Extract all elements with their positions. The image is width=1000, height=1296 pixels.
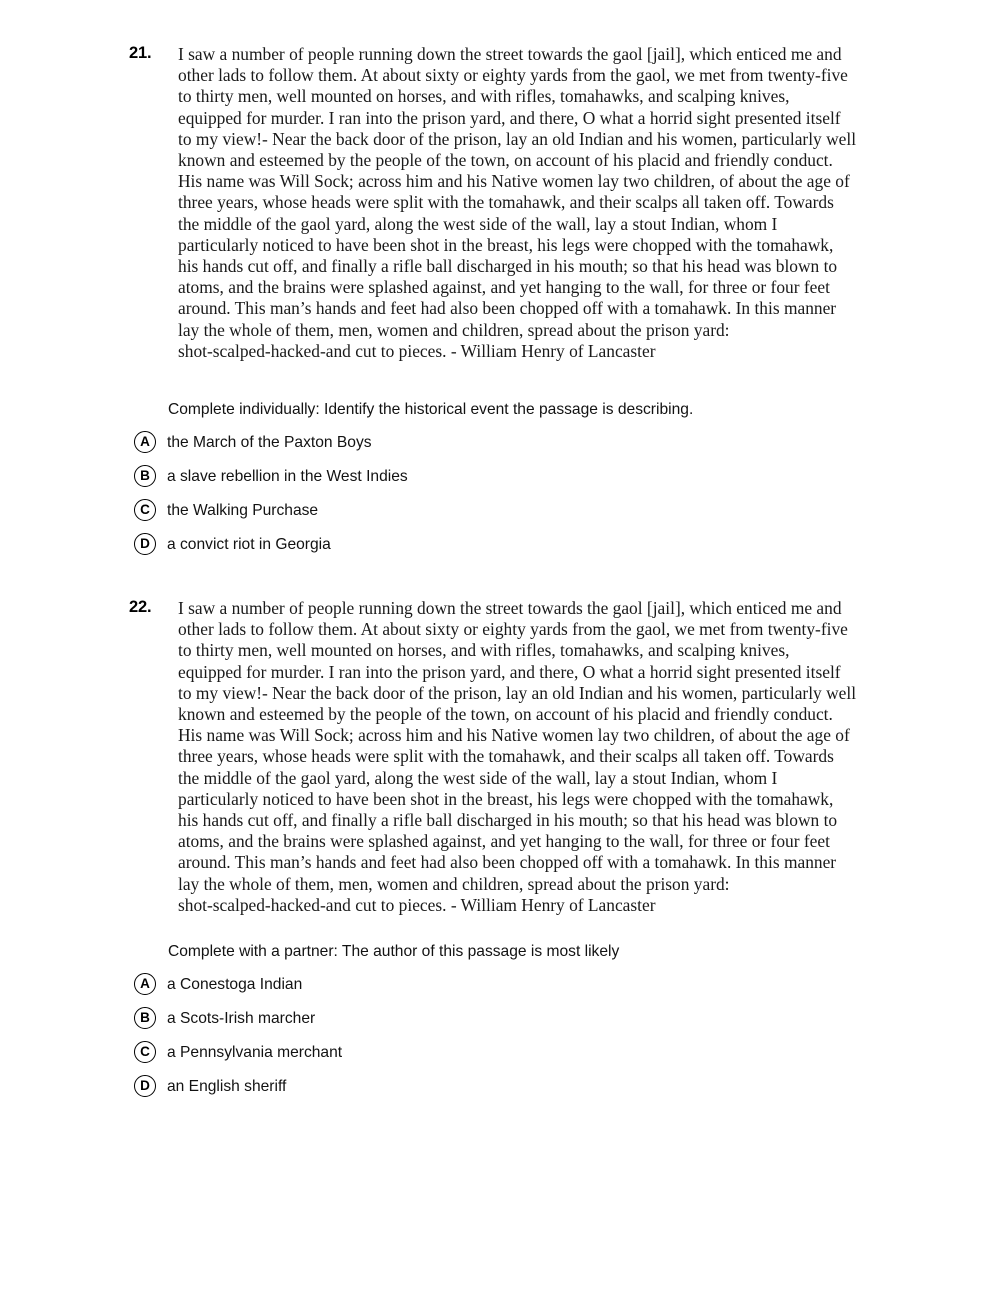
passage-line: his hands cut off, and finally a rifle ball discharged in his mouth; so that his head was blown to <box>178 256 838 277</box>
passage-line: to thirty men, well mounted on horses, and with rifles, tomahawks, and scalping knives, <box>178 640 790 661</box>
choice-letter-circle-b[interactable]: B <box>134 465 156 487</box>
answer-choice-d[interactable] <box>0 1070 1000 1104</box>
passage-line: to my view!- Near the back door of the prison, lay an old Indian and his women, particularly well <box>178 128 857 149</box>
passage-line: particularly noticed to have been shot in the breast, his legs were chopped with the tomahawk, <box>178 234 834 255</box>
choice-label-a: a Conestoga Indian <box>167 976 303 993</box>
choice-label-d: an English sheriff <box>167 1078 287 1095</box>
passage-line: equipped for murder. I ran into the prison yard, and there, O what a horrid sight presented itself <box>178 661 841 682</box>
choice-label-a: the March of the Paxton Boys <box>167 434 372 451</box>
answer-choice-c[interactable] <box>0 494 1000 528</box>
choice-letter-circle-a[interactable]: A <box>134 431 156 453</box>
passage-line: atoms, and the brains were splashed against, and yet hanging to the wall, for three or four feet <box>178 277 830 298</box>
answer-choice-b[interactable] <box>0 460 1000 494</box>
passage-line: around. This man’s hands and feet had also been chopped off with a tomahawk. In this manner <box>178 298 837 319</box>
passage-line: His name was Will Sock; across him and his Native women lay two children, of about the age of <box>178 171 850 192</box>
passage-line: particularly noticed to have been shot in the breast, his legs were chopped with the tomahawk, <box>178 788 834 809</box>
choice-letter-circle-c[interactable]: C <box>134 499 156 521</box>
passage-line: I saw a number of people running down the street towards the gaol [jail], which enticed me and <box>178 44 842 64</box>
choice-letter-circle-d[interactable]: D <box>134 1075 156 1097</box>
passage-line: lay the whole of them, men, women and children, spread about the prison yard: <box>178 873 730 894</box>
passage-line: other lads to follow them. At about sixty or eighty yards from the gaol, we met from twenty-five <box>178 619 848 640</box>
passage-text-22 <box>178 598 890 916</box>
choice-letter-circle-c[interactable]: C <box>134 1041 156 1063</box>
passage-line: equipped for murder. I ran into the prison yard, and there, O what a horrid sight presented itself <box>178 107 841 128</box>
question-prompt-22: Complete with a partner: The author of this passage is most likely <box>168 943 620 960</box>
answer-choice-d[interactable] <box>0 528 1000 562</box>
passage-line: shot-scalped-hacked-and cut to pieces. - William Henry of Lancaster <box>178 894 656 915</box>
choice-label-b: a Scots-Irish marcher <box>167 1010 316 1027</box>
passage-line: known and esteemed by the people of the town, on account of his placid and friendly conduct. <box>178 150 833 171</box>
choice-label-b: a slave rebellion in the West Indies <box>167 468 408 485</box>
passage-line: other lads to follow them. At about sixty or eighty yards from the gaol, we met from twenty-five <box>178 65 848 86</box>
passage-text-21 <box>178 44 890 362</box>
passage-line: the middle of the gaol yard, along the west side of the wall, lay a stout Indian, whom I <box>178 767 778 788</box>
passage-line: His name was Will Sock; across him and his Native women lay two children, of about the age of <box>178 725 850 746</box>
question-number-22: 22. <box>129 598 152 616</box>
answer-choice-b[interactable] <box>0 1002 1000 1036</box>
choice-label-d: a convict riot in Georgia <box>167 536 331 553</box>
choice-label-c: the Walking Purchase <box>167 502 319 519</box>
choice-letter-circle-a[interactable]: A <box>134 973 156 995</box>
answer-choices-21 <box>0 426 1000 562</box>
passage-line: to thirty men, well mounted on horses, and with rifles, tomahawks, and scalping knives, <box>178 86 790 107</box>
passage-line: three years, whose heads were split with the tomahawk, and their scalps all taken off. Towards <box>178 192 834 213</box>
passage-line: to my view!- Near the back door of the prison, lay an old Indian and his women, particularly well <box>178 682 857 703</box>
passage-line: known and esteemed by the people of the town, on account of his placid and friendly conduct. <box>178 704 833 725</box>
passage-line: the middle of the gaol yard, along the west side of the wall, lay a stout Indian, whom I <box>178 213 778 234</box>
question-number-21: 21. <box>129 44 152 62</box>
passage-line: shot-scalped-hacked-and cut to pieces. - William Henry of Lancaster <box>178 340 656 361</box>
choice-letter-circle-d[interactable]: D <box>134 533 156 555</box>
choice-letter-circle-b[interactable]: B <box>134 1007 156 1029</box>
passage-line: I saw a number of people running down the street towards the gaol [jail], which enticed me and <box>178 598 842 618</box>
passage-line: his hands cut off, and finally a rifle ball discharged in his mouth; so that his head was blown to <box>178 810 838 831</box>
answer-choice-a[interactable] <box>0 426 1000 460</box>
answer-choice-c[interactable] <box>0 1036 1000 1070</box>
answer-choices-22 <box>0 968 1000 1104</box>
choice-label-c: a Pennsylvania merchant <box>167 1044 343 1061</box>
answer-choice-a[interactable] <box>0 968 1000 1002</box>
passage-line: lay the whole of them, men, women and children, spread about the prison yard: <box>178 319 730 340</box>
question-prompt-21: Complete individually: Identify the historical event the passage is describing. <box>168 401 694 418</box>
passage-line: three years, whose heads were split with the tomahawk, and their scalps all taken off. Towards <box>178 746 834 767</box>
passage-line: atoms, and the brains were splashed against, and yet hanging to the wall, for three or four feet <box>178 831 830 852</box>
passage-line: around. This man’s hands and feet had also been chopped off with a tomahawk. In this manner <box>178 852 837 873</box>
